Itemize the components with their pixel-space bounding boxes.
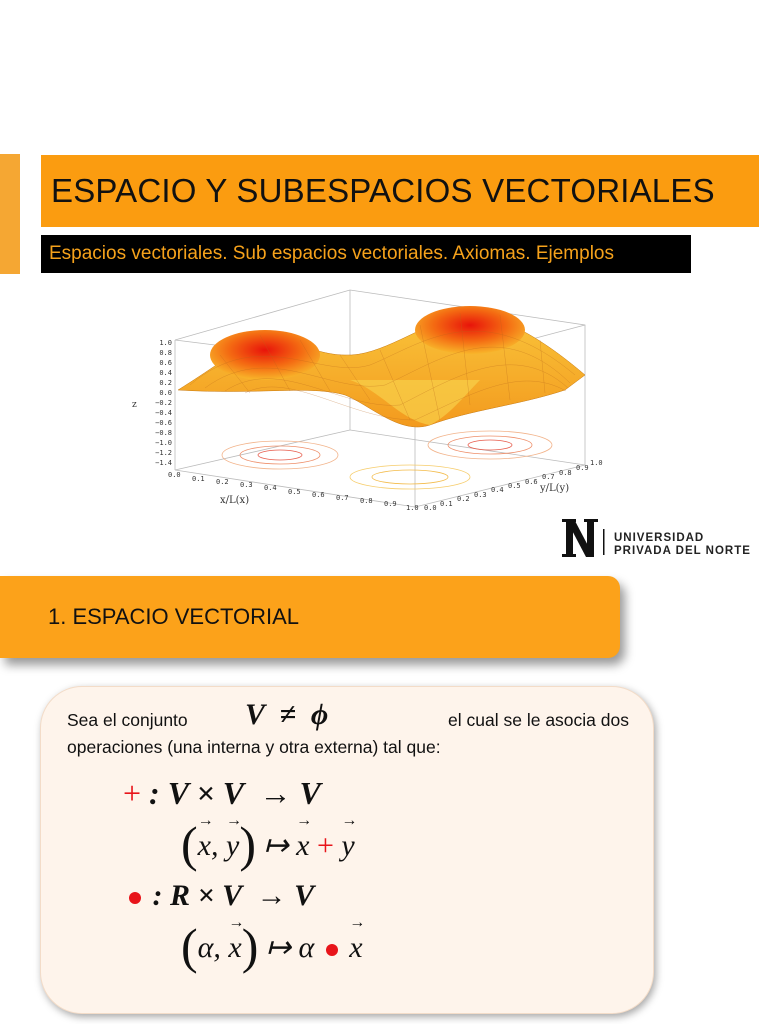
x-tick: 0.4 — [264, 484, 277, 492]
x-tick: 0.9 — [384, 500, 397, 508]
y-axis-label: y/L(y) — [540, 483, 570, 494]
intro-line-2: operaciones (una interna y otra externa) tal que: — [67, 737, 441, 757]
logo-text — [614, 532, 751, 558]
intro-part-a: Sea el conjunto — [67, 710, 188, 730]
y-tick: 0.3 — [474, 491, 487, 499]
logo-n-icon — [560, 515, 610, 561]
math-sum-signature: + : V × V → V — [123, 775, 321, 811]
y-tick: 0.8 — [559, 469, 572, 477]
section-banner — [0, 576, 620, 658]
intro-text — [67, 698, 629, 761]
y-tick: 0.7 — [542, 473, 555, 481]
y-tick: 0.5 — [508, 482, 521, 490]
section-title: 1. ESPACIO VECTORIAL — [48, 604, 300, 629]
subtitle-banner — [41, 235, 691, 273]
z-tick: −1.0 — [155, 439, 172, 447]
x-tick: 0.3 — [240, 481, 253, 489]
z-tick: 1.0 — [159, 339, 172, 347]
y-tick: 0.6 — [525, 478, 538, 486]
x-tick: 0.2 — [216, 478, 229, 486]
z-tick: −0.4 — [155, 409, 172, 417]
z-tick: −0.6 — [155, 419, 172, 427]
x-tick: 0.5 — [288, 488, 301, 496]
x-tick: 0.8 — [360, 497, 373, 505]
x-tick: 1.0 — [406, 504, 419, 512]
logo-line-1: UNIVERSIDAD — [614, 532, 705, 544]
surface-plot — [120, 285, 620, 515]
title-banner — [41, 155, 759, 227]
z-tick: −1.2 — [155, 449, 172, 457]
y-tick: 0.0 — [424, 504, 437, 512]
z-axis-label: z — [132, 400, 137, 410]
x-tick: 0.1 — [192, 475, 205, 483]
y-tick: 1.0 — [590, 459, 603, 467]
z-tick: −0.2 — [155, 399, 172, 407]
y-tick: 0.9 — [576, 464, 589, 472]
surface-mesh — [178, 306, 585, 427]
x-axis-ticks — [168, 471, 419, 512]
z-tick: 0.2 — [159, 379, 172, 387]
z-tick: −0.8 — [155, 429, 172, 437]
z-axis-ticks — [155, 339, 172, 467]
z-tick: 0.6 — [159, 359, 172, 367]
x-tick: 0.6 — [312, 491, 325, 499]
page-title: ESPACIO Y SUBESPACIOS VECTORIALES — [51, 172, 715, 209]
math-sum-mapping: (→ x, → y) ↦ → x + → y — [181, 815, 355, 873]
x-tick: 0.7 — [336, 494, 349, 502]
intro-part-b: el cual se le asocia dos — [448, 710, 629, 730]
z-tick: −1.4 — [155, 459, 172, 467]
z-tick: 0.8 — [159, 349, 172, 357]
y-tick: 0.2 — [457, 495, 470, 503]
x-axis-label: x/L(x) — [220, 495, 250, 506]
z-tick: 0.0 — [159, 389, 172, 397]
university-logo — [560, 515, 760, 561]
y-tick: 0.1 — [440, 500, 453, 508]
content-box — [40, 686, 654, 1014]
contour-lines — [222, 431, 552, 489]
z-tick: 0.4 — [159, 369, 172, 377]
logo-line-2: PRIVADA DEL NORTE — [614, 545, 751, 557]
math-set-nonempty: V ≠ ϕ — [245, 698, 329, 731]
page-subtitle: Espacios vectoriales. Sub espacios vectoriales. Axiomas. Ejemplos — [49, 243, 614, 264]
accent-bar — [0, 154, 20, 274]
x-tick: 0.0 — [168, 471, 181, 479]
math-scalar-signature: : R × V → V — [125, 879, 314, 913]
y-tick: 0.4 — [491, 486, 504, 494]
math-scalar-mapping: (α, → x) ↦ α → x — [181, 917, 363, 975]
